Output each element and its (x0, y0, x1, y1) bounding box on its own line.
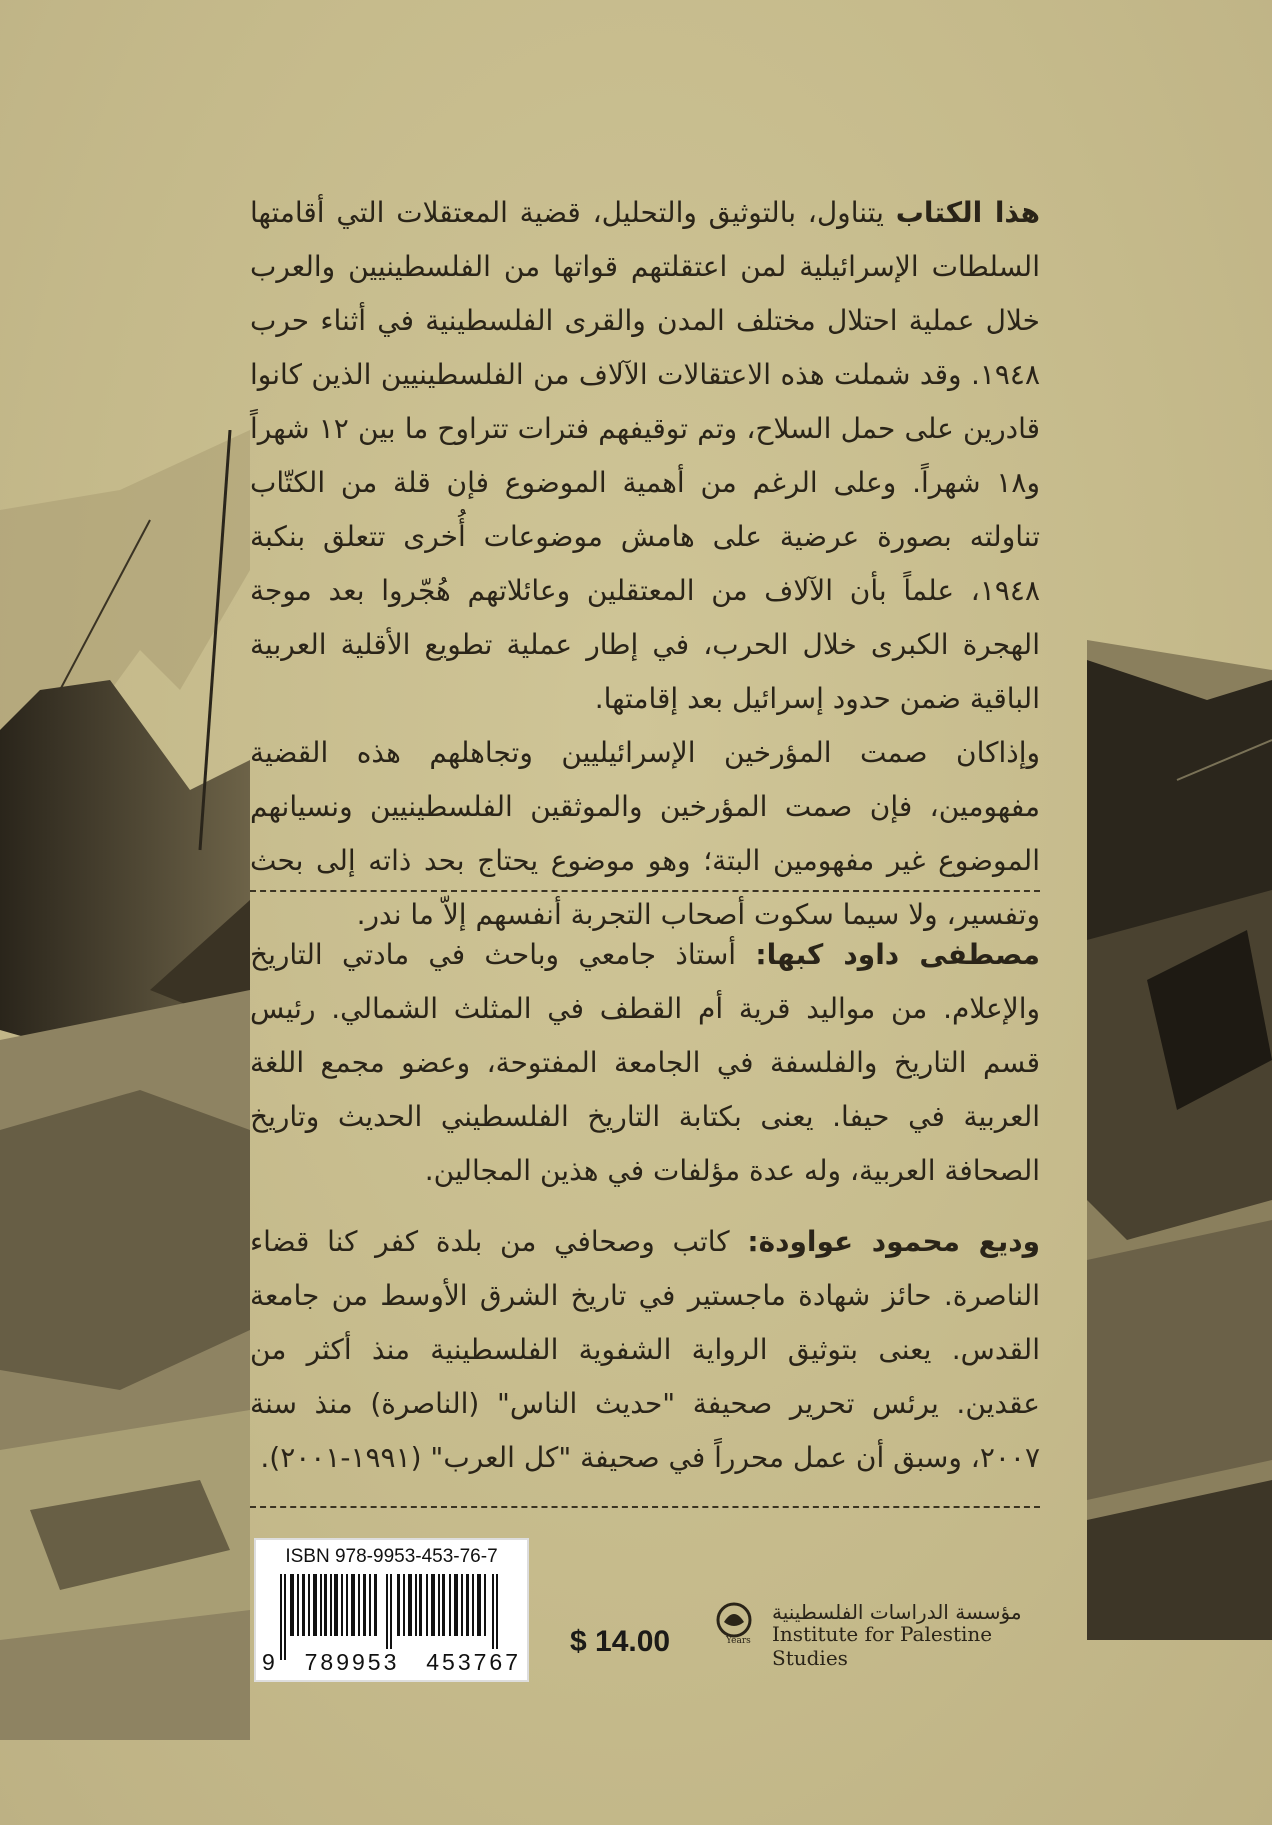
isbn-barcode (254, 1538, 529, 1682)
author-bio-2 (250, 1215, 1040, 1485)
author-name-2: وديع محمود عواودة: (747, 1225, 1040, 1258)
author-bio-text-1: أستاذ جامعي وباحث في مادتي التاريخ والإعلام. من مواليد قرية أم القطف في المثلث الشمالي. رئيس قسم التاريخ والفلسفة في الجامعة المفتوحة، وعضو مجمع اللغة العربية في حيفا. يعنى بكتابة التاريخ الفلسطيني الحديث وتاريخ الصحافة العربية، وله عدة مؤلفات في هذين المجالين. (250, 938, 1040, 1187)
isbn-label: ISBN 978-9953-453-76-7 (285, 1546, 498, 1567)
isbn-digit-prefix: 9 (262, 1649, 278, 1675)
publisher-years-badge: Years (726, 1636, 751, 1646)
price: $ 14.00 (570, 1625, 671, 1658)
tent-photo-left (0, 430, 250, 1740)
description-text-1: يتناول، بالتوثيق والتحليل، قضية المعتقلات التي أقامتها السلطات الإسرائيلية لمن اعتقلتهم قواتها من الفلسطينيين والعرب خلال عملية احتلال مختلف المدن والقرى الفلسطينية في أثناء حرب ١٩٤٨. وقد شملت هذه الاعتقالات الآلاف من الفلسطينيين الذين كانوا قادرين على حمل السلاح، وتم توقيفهم فترات تتراوح ما بين ١٢ شهراً و١٨ شهراً. وعلى الرغم من أهمية الموضوع فإن قلة من الكتّاب تناولته بصورة عرضية على هامش موضوعات أُخرى تتعلق بنكبة ١٩٤٨، علماً بأن الآلاف من المعتقلين وعائلاتهم هُجّروا بعد موجة الهجرة الكبرى خلال الحرب، في إطار عملية تطويع الأقلية العربية الباقية ضمن حدود إسرائيل بعد إقامتها. (250, 196, 1040, 715)
author-bio-1 (250, 928, 1040, 1198)
description-paragraph-2: وإذاكان صمت المؤرخين الإسرائيليين وتجاهلهم هذه القضية مفهومين، فإن صمت المؤرخين والموثقين الفلسطينيين ونسيانهم الموضوع غير مفهومين البتة؛ وهو موضوع يحتاج بحد ذاته إلى بحث وتفسير، ولا سيما سكوت أصحاب التجربة أنفسهم إلاّ ما ندر. (250, 736, 1040, 931)
publisher-logo (712, 1600, 1052, 1670)
isbn-digits-right: 453767 (426, 1649, 521, 1675)
publisher-name-arabic: مؤسسة الدراسات الفلسطينية (772, 1600, 1022, 1624)
tent-photo-right (1087, 640, 1272, 1640)
author-name-1: مصطفى داود كبها: (755, 938, 1041, 971)
description-lead: هذا الكتاب (895, 196, 1040, 229)
author-bio-text-2: كاتب وصحافي من بلدة كفر كنا قضاء الناصرة. حائز شهادة ماجستير في تاريخ الشرق الأوسط من جامعة القدس. يعنى بتوثيق الرواية الشفوية الفلسطينية منذ أكثر من عقدين. يرئس تحرير صحيفة "حديث الناس" (الناصرة) منذ سنة ٢٠٠٧، وسبق أن عمل محرراً في صحيفة "كل العرب" (١٩٩١-٢٠٠١). (250, 1225, 1040, 1474)
isbn-digits (256, 1649, 527, 1676)
divider-top (250, 890, 1040, 892)
barcode-bars (266, 1574, 516, 1660)
isbn-digits-left: 789953 (304, 1649, 400, 1675)
publisher-name-english: Institute for Palestine Studies (772, 1622, 993, 1670)
description-paragraph-1 (250, 186, 1040, 726)
book-description (250, 186, 1040, 942)
divider-bottom (250, 1506, 1040, 1508)
